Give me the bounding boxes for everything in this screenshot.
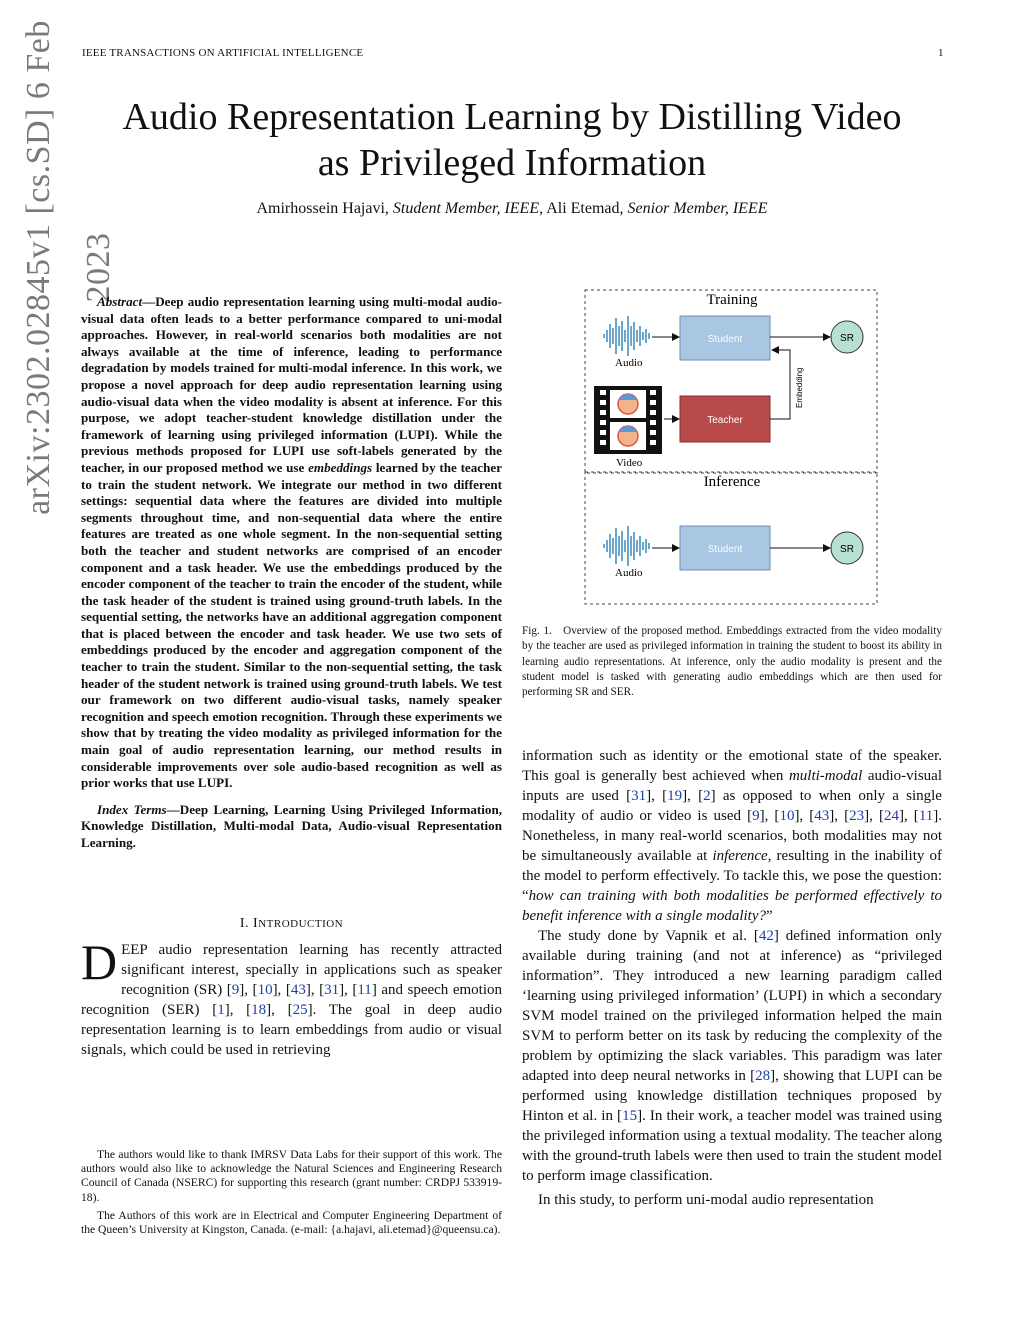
embedding-label: Embedding xyxy=(795,367,804,408)
title-line-2: as Privileged Information xyxy=(317,142,707,184)
citation[interactable]: 9 xyxy=(231,981,240,998)
citation[interactable]: 43 xyxy=(290,981,306,998)
author-line xyxy=(40,200,984,218)
right-p2-a: The study done by Vapnik et al. [ xyxy=(538,928,759,944)
right-paragraph-3: In this study, to perform uni-modal audio representation xyxy=(538,1192,874,1208)
abstract-dash: — xyxy=(142,294,156,309)
intro-text-b: ] and speech emotion recognition (SER) [ xyxy=(81,981,502,1018)
right-p1-f: ” xyxy=(765,908,773,924)
video-label: Video xyxy=(616,457,643,469)
citation[interactable]: 19 xyxy=(667,788,683,804)
right-p1-d: ]. Nonetheless, in many real-world scenarios, both modalities may not be simultaneously available at xyxy=(522,808,943,864)
intro-text-c: ]. The goal in deep audio representation learning is to learn embeddings from audio or visual signals, which could be used in retrieving xyxy=(81,1001,502,1058)
right-column xyxy=(522,746,942,1210)
arxiv-stamp xyxy=(9,0,117,930)
sr-label: SR xyxy=(840,544,854,555)
student-label: Student xyxy=(707,334,743,345)
abstract-text-b: learned by the teacher to train the student network. We integrate our method in two different settings: sequential data where the features are divided into multiple segments throughout time, and non-sequential data where the entire features are treated as one whole segment. In the non-sequential setting both the teacher and student networks are comprised of an encoder component and a task header. We use the embeddings produced by the encoder component of the teacher to train the encoder of the student, while the task header of the student is trained using ground-truth labels. In the sequential setting, the networks have an additional aggregation component that is placed between the encoder and task header. We use two sets of embeddings produced by the encoder and aggregation component of the teacher to train the student. Similar to the non-sequential setting, the task header of the student network is trained using ground-truth labels. We test our framework on two different audio-visual tasks, namely speaker recognition and speech emotion recognition. Through these experiments we show that by treating the video modality as privileged information for the main goal of audio representation learning, our method results in considerable improvements over sole audio-based recognition as well as prior works that use LUPI. xyxy=(81,459,503,791)
footnote-affiliation: The Authors of this work are in Electrical and Computer Engineering Department of the Queen’s University at Kingston, Canada. (e-mail: {a.hajavi, ali.etemad}@queensu.ca). xyxy=(81,1208,502,1237)
citation[interactable]: 10 xyxy=(257,981,273,998)
right-paragraph-1: information such as identity or the emotional state of the speaker. This goal is generally best achieved when multi-modal audio-visual inputs are used [31], [19], [2] as opposed to when only a single modality of audio or video is used [9], [10], [43], [23], [24], [11]. Nonetheless, in many real-world scenarios, both modalities may not be simultaneously available at inference, resulting in the inability of the model to perform effectively. To tackle this, we pose the question: “how can training with both modalities be performed effectively to benefit inference with a single modality?” xyxy=(522,748,943,924)
intro-text-a: EEP audio representation learning has recently attracted significant interest, specially in applications such as speaker recognition (SR) [ xyxy=(121,941,502,998)
citation[interactable]: 11 xyxy=(357,981,372,998)
right-p1-e: , resulting in the inability of the model to perform effectively. To tackle this, we pose the question: “ xyxy=(522,848,943,904)
footnote-acknowledgement: The authors would like to thank IMRSV Data Labs for their support of this work. The authors would also like to acknowledge the Natural Sciences and Engineering Research Council of Canada (NSERC) for supporting this research (grant number: CRDPJ 533919-18). xyxy=(81,1148,502,1204)
figure-caption-text: Overview of the proposed method. Embeddings extracted from the video modality by the teacher are used as privileged information in training the student to boost its ability in learning audio representations. At inference, only the audio modality is present and the student model is tasked with generating audio embeddings which are then used for performing SR and SER. xyxy=(522,625,942,699)
teacher-label: Teacher xyxy=(707,415,743,426)
citation[interactable]: 18 xyxy=(251,1001,267,1018)
section-title-first: I xyxy=(253,915,259,931)
abstract-emphasis: embeddings xyxy=(308,459,373,475)
right-p1-c: ] as opposed to when only a single modality of audio or video is used [ xyxy=(522,788,942,824)
index-terms-label: Index Terms xyxy=(97,801,167,817)
right-p1-b: audio-visual inputs are used [ xyxy=(522,768,942,804)
audio-waveform-icon xyxy=(604,316,649,356)
right-p2-d: ]. In their work, a teacher model was trained using the privileged information using a textual modality. The teacher along with the ground-truth labels were then used to train the student model to perform image classification. xyxy=(522,1108,943,1184)
title-line-1: Audio Representation Learning by Distilling Video xyxy=(122,96,902,138)
right-paragraph-2 xyxy=(522,926,942,1186)
figure-label: Fig. 1. xyxy=(522,625,552,637)
author-1-role: Student Member, IEEE xyxy=(392,200,540,217)
citation[interactable]: 31 xyxy=(631,788,647,804)
citation[interactable]: 11 xyxy=(918,808,934,824)
right-p2-c: ], showing that LUPI can be performed using knowledge distillation techniques proposed by Hinton et al. in [ xyxy=(522,1068,943,1124)
section-numeral: I. xyxy=(239,915,250,931)
audio-waveform-icon xyxy=(604,526,649,566)
abstract-label: Abstract xyxy=(97,294,143,309)
citation[interactable]: 2 xyxy=(703,788,711,804)
index-terms-text: Deep Learning, Learning Using Privileged Information, Knowledge Distillation, Multi-modal Data, Audio-visual Representation Learning. xyxy=(81,801,502,850)
abstract-text-a: Deep audio representation learning using multi-modal audio-visual data often leads to a better performance compared to uni-modal approaches. However, in real-world scenarios both modalities are not always available at the time of inference, leading to performance degradation by models trained for multi-modal inference. In this work, we propose a novel approach for deep audio representation learning using audio-visual data when the video modality is absent at inference. For this purpose, we adopt teacher-student knowledge distillation under the framework of learning using privileged information (LUPI). While the previous methods proposed for LUPI use soft-labels generated by the teacher, in our proposed method we use xyxy=(81,294,502,475)
citation[interactable]: 1 xyxy=(217,1001,225,1018)
left-column xyxy=(81,294,502,1060)
index-terms-dash: — xyxy=(166,801,180,817)
citation[interactable]: 31 xyxy=(324,981,340,998)
index-terms xyxy=(81,802,502,852)
inference-label: Inference xyxy=(703,474,761,490)
audio-label: Audio xyxy=(615,357,643,369)
arxiv-stamp-text: arXiv:2302.02845v1 [cs.SD] 6 Feb 2023 xyxy=(20,20,117,515)
citation[interactable]: 9 xyxy=(752,808,760,824)
right-p1-em1: multi-modal xyxy=(788,768,863,784)
right-p1-em2: inference xyxy=(712,848,768,864)
author-1-name: Amirhossein Hajavi, xyxy=(256,200,389,217)
right-p1-a: information such as identity or the emotional state of the speaker. This goal is generally best achieved when xyxy=(522,748,942,784)
citation[interactable]: 43 xyxy=(814,808,830,824)
paper-title xyxy=(40,94,984,186)
citation[interactable]: 42 xyxy=(758,928,774,944)
sr-label: SR xyxy=(840,333,854,344)
video-filmstrip-icon xyxy=(594,386,662,454)
right-p2-b: ] defined information only available during training (and not at inference) as “privileged information”. They introduced a new learning paradigm called ‘learning using privileged information’ (LUPI) in which a secondary SVM model trained on the privileged information helped the main SVM to perform better on its task by reducing the complexity of the problem by optimizing the slack variables. This paradigm was later adapted into deep neural networks in [ xyxy=(522,928,942,1084)
figure-1-caption xyxy=(522,624,942,700)
audio-label: Audio xyxy=(615,567,643,579)
intro-paragraph: DEEP audio representation learning has recently attracted significant interest, specially in applications such as speaker recognition (SR) [9], [10], [43], [31], [11] and speech emotion recognition (SER) [1], [18], [25]. The goal in deep audio representation learning is to learn embeddings from audio or visual signals, which could be used in retrieving xyxy=(81,933,502,1058)
dropcap: D xyxy=(81,933,118,990)
citation[interactable]: 10 xyxy=(779,808,795,824)
training-label: Training xyxy=(706,292,758,308)
section-title-rest: NTRODUCTION xyxy=(258,917,344,930)
author-2-name: , Ali Etemad, xyxy=(539,200,624,217)
page-number: 1 xyxy=(938,47,944,59)
figure-1-diagram xyxy=(580,286,884,608)
citation[interactable]: 23 xyxy=(849,808,865,824)
right-p1-em3: how can training with both modalities be performed effectively to benefit inference with a single modality? xyxy=(522,888,942,924)
running-header: IEEE TRANSACTIONS ON ARTIFICIAL INTELLIGENCE xyxy=(82,47,364,59)
citation[interactable]: 25 xyxy=(292,1001,308,1018)
citation[interactable]: 28 xyxy=(755,1068,771,1084)
author-2-role: Senior Member, IEEE xyxy=(627,200,768,217)
section-heading-introduction xyxy=(81,916,502,932)
footnotes xyxy=(81,1148,502,1237)
citation[interactable]: 15 xyxy=(622,1108,638,1124)
student-label: Student xyxy=(707,544,743,555)
citation[interactable]: 24 xyxy=(883,808,899,824)
abstract xyxy=(81,294,502,792)
embedding-arrow xyxy=(770,350,790,419)
